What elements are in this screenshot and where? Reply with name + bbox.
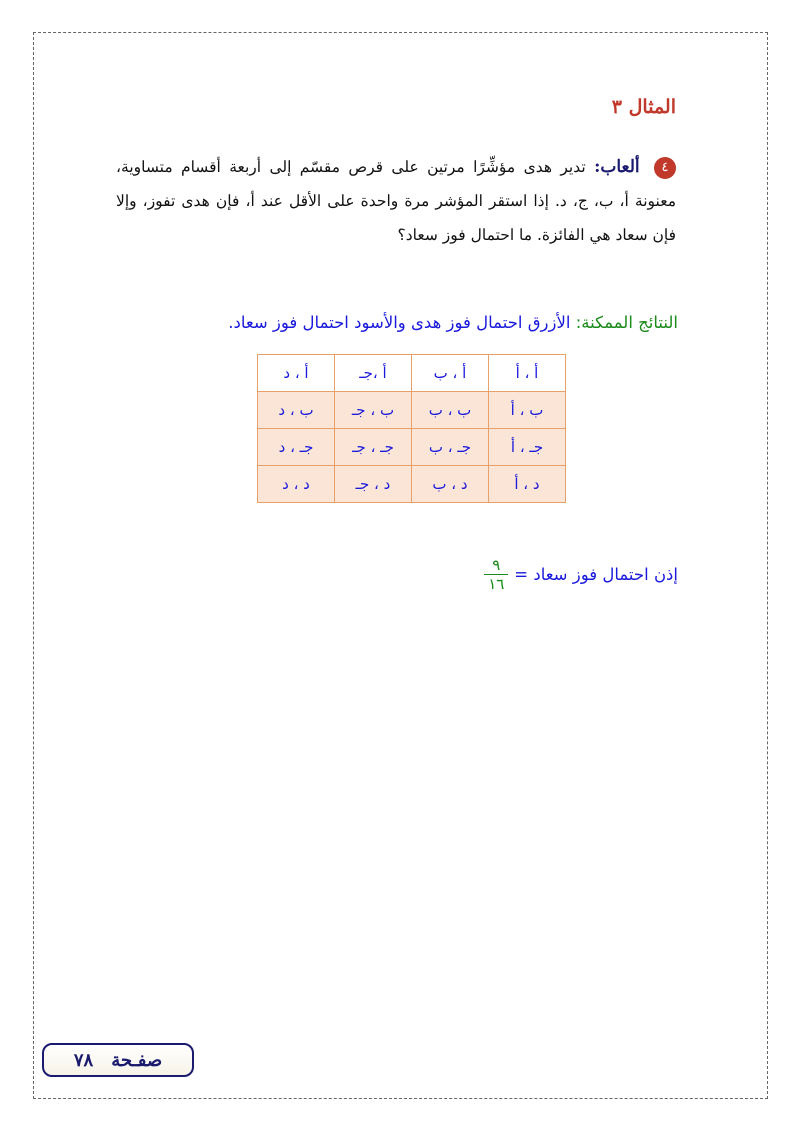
table-row [258,355,566,392]
table-cell: د ، ب [412,466,489,503]
answer-line [484,556,678,593]
table-cell: د ، أ [489,466,566,503]
problem-body: تدير هدى مؤشِّرًا مرتين على قرص مقسّم إلى أربعة أقسام متساوية، معنونة أ، ب، ج، د. إذا استقر المؤشر مرة واحدة على الأقل عند أ، فإن هدى تفوز، وإلا فإن سعاد هي الفائزة. ما احتمال فوز سعاد؟ [116,158,676,244]
problem-number-badge: ٤ [654,157,676,179]
page-number-box [42,1043,194,1077]
page-number: ٧٨ [73,1049,94,1071]
table-row [258,392,566,429]
table-cell: جـ ، جـ [335,429,412,466]
table-cell: ب ، أ [489,392,566,429]
table-cell: أ ،جـ [335,355,412,392]
problem-keyword: ألعاب: [594,157,640,177]
problem-text [116,150,676,252]
answer-text: إذن احتمال فوز سعاد = [514,565,678,584]
table-row [258,466,566,503]
table-cell: جـ ، أ [489,429,566,466]
table-cell: أ ، د [258,355,335,392]
answer-fraction [484,556,508,593]
table-cell: د ، د [258,466,335,503]
table-cell: جـ ، د [258,429,335,466]
table-row [258,429,566,466]
table-cell: د ، جـ [335,466,412,503]
table-cell: جـ ، ب [412,429,489,466]
page-label: صفـحة [111,1049,163,1071]
table-cell: أ ، ب [412,355,489,392]
fraction-numerator: ٩ [492,556,501,574]
outcomes-line [228,313,678,332]
table-cell: ب ، د [258,392,335,429]
table-cell: ب ، جـ [335,392,412,429]
example-heading: المثال ٣ [611,96,676,118]
outcomes-table [257,354,566,503]
outcomes-text: الأزرق احتمال فوز هدى والأسود احتمال فوز سعاد. [228,313,571,332]
outcomes-label: النتائج الممكنة: [575,313,678,332]
table-cell: ب ، ب [412,392,489,429]
fraction-denominator: ١٦ [488,575,505,593]
table-cell: أ ، أ [489,355,566,392]
